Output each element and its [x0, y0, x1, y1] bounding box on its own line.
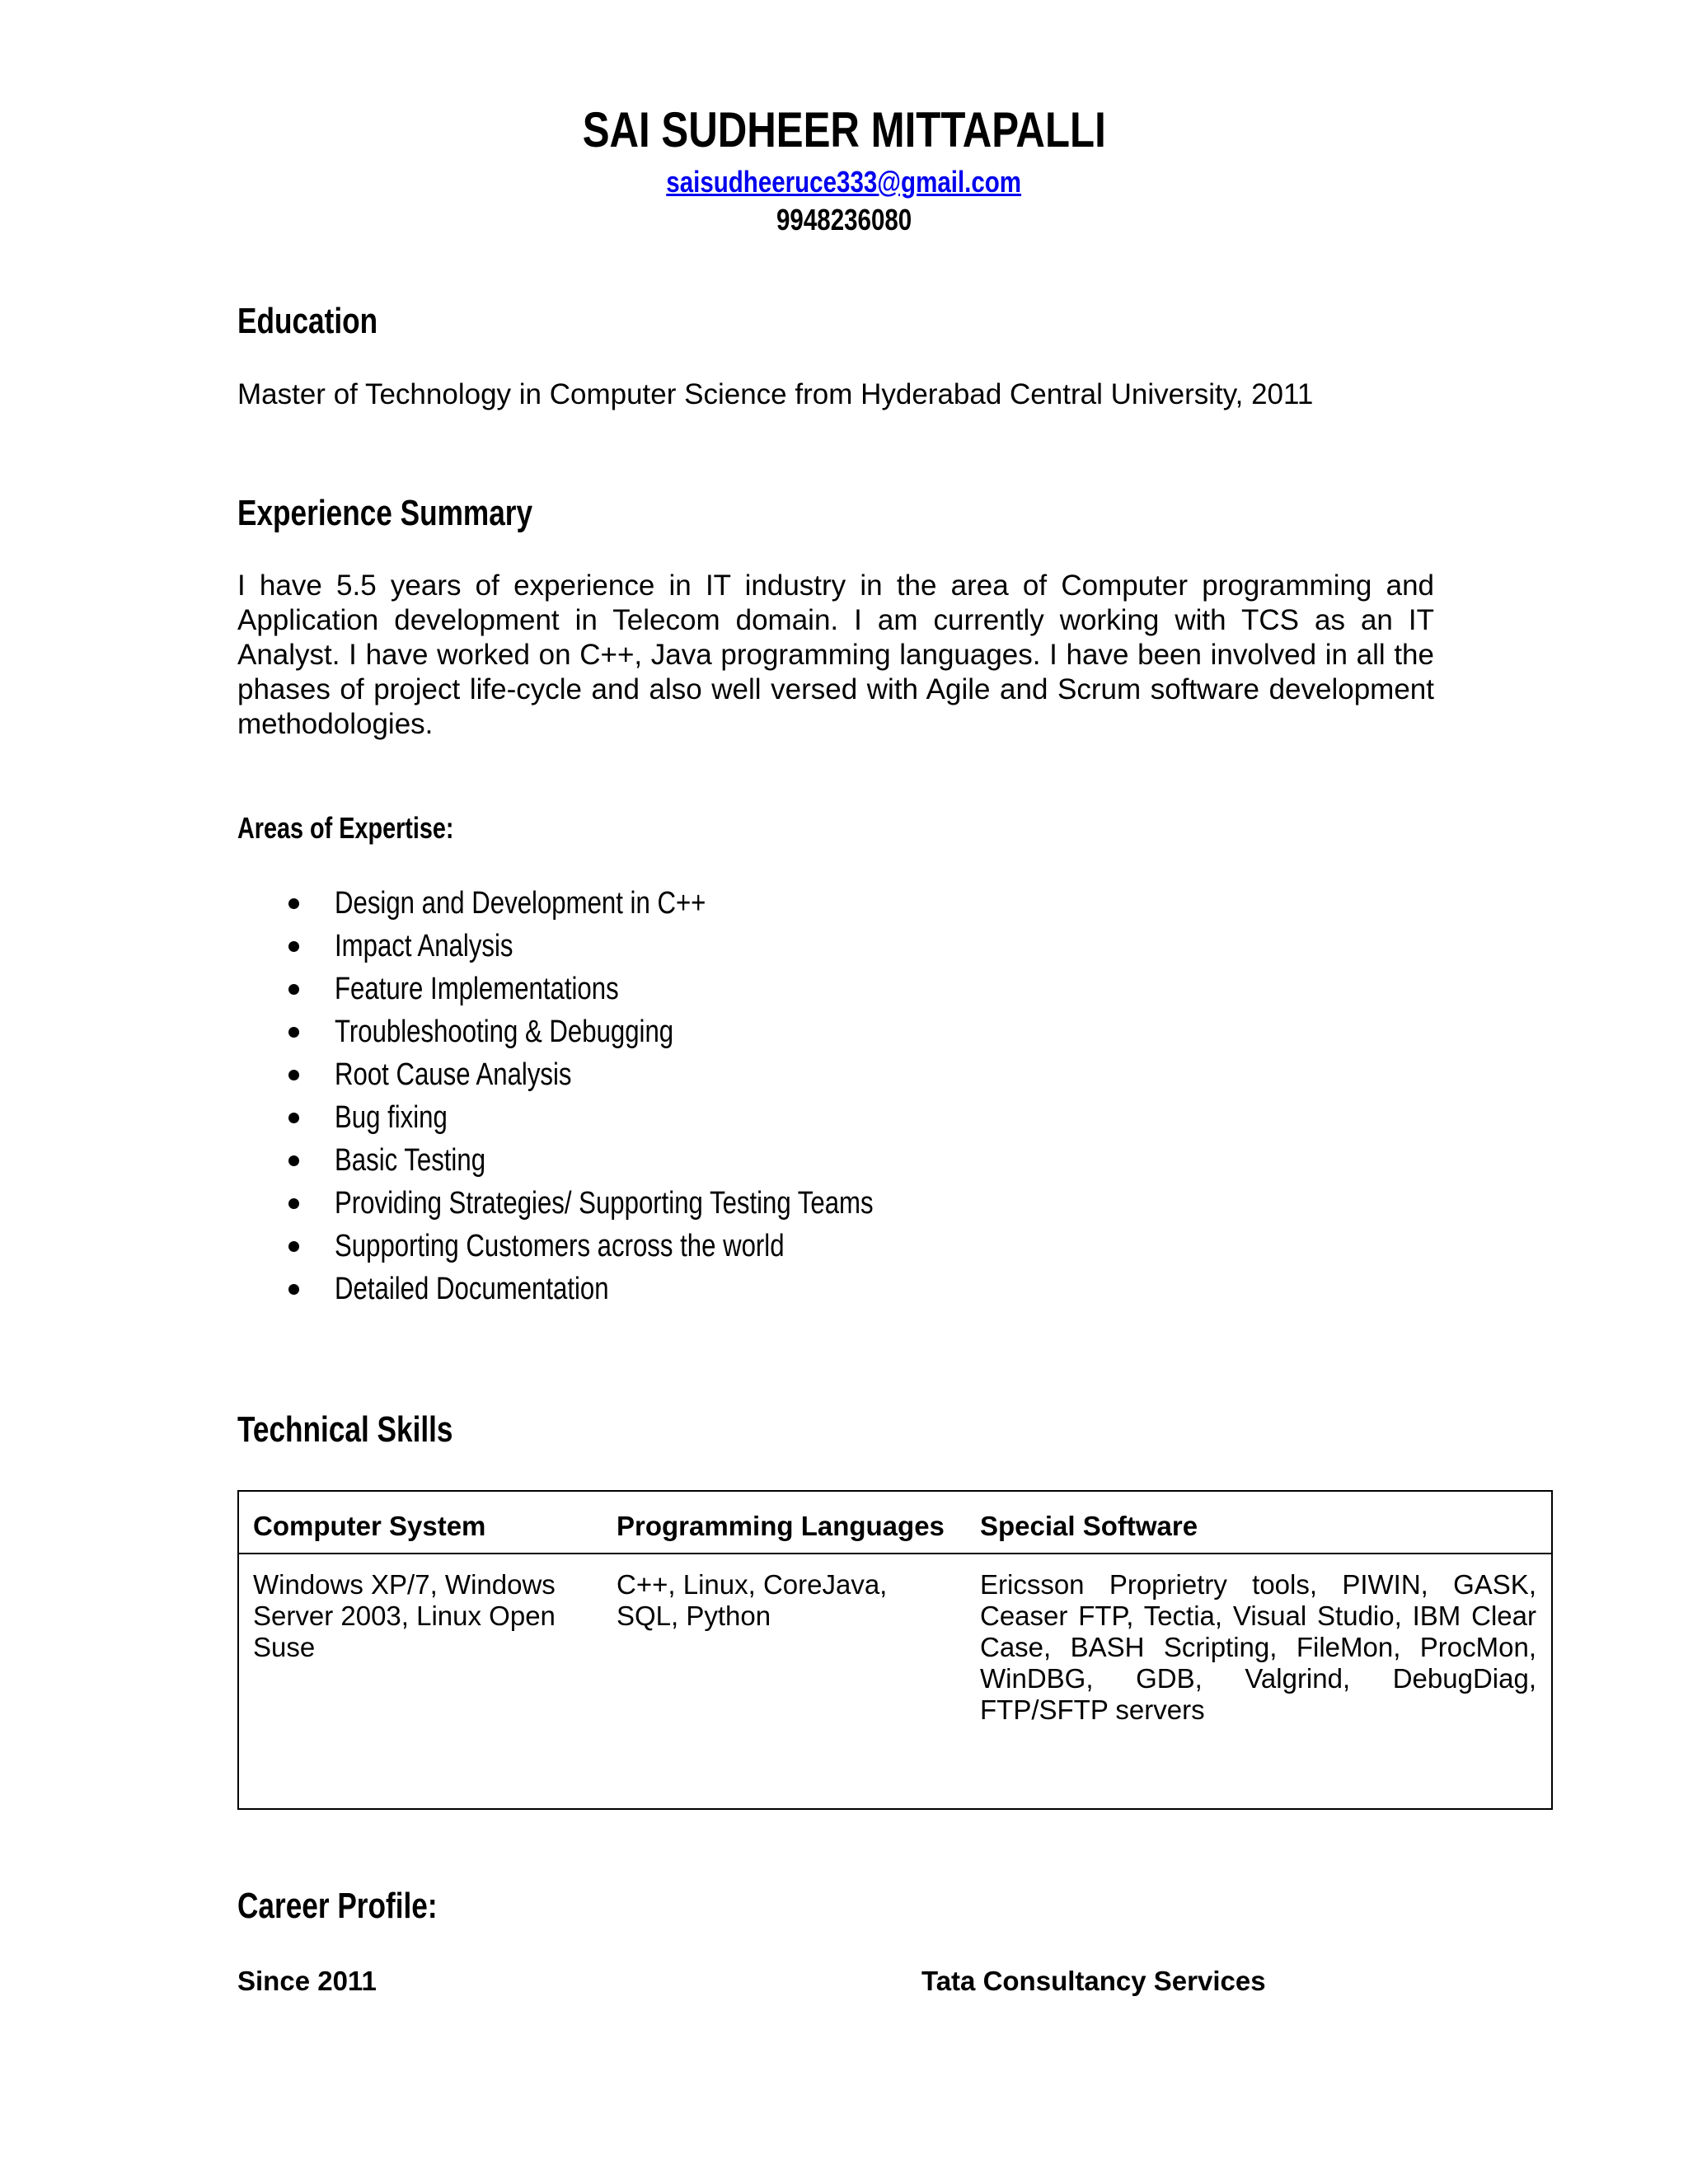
cell-programming-languages: C++, Linux, CoreJava, SQL, Python — [617, 1569, 888, 1631]
education-heading: Education — [237, 301, 378, 341]
email-link[interactable]: saisudheeruce333@gmail.com — [666, 165, 1022, 199]
technical-skills-table — [237, 1490, 1553, 1810]
bullet-icon — [288, 941, 299, 952]
bullet-icon — [288, 1070, 299, 1080]
table-header-row — [239, 1492, 1551, 1554]
candidate-name: SAI SUDHEER MITTAPALLI — [582, 102, 1106, 157]
bullet-icon — [288, 1241, 299, 1252]
column-header-computer-system: Computer System — [253, 1511, 486, 1541]
bullet-icon — [288, 1027, 299, 1038]
career-profile-heading: Career Profile: — [237, 1886, 438, 1926]
resume-header — [0, 97, 1688, 239]
bullet-icon — [288, 1198, 299, 1209]
technical-skills-heading: Technical Skills — [237, 1409, 453, 1450]
bullet-icon — [288, 898, 299, 909]
cell-computer-system: Windows XP/7, Windows Server 2003, Linux Open Suse — [253, 1569, 556, 1662]
bullet-icon — [288, 1113, 299, 1123]
career-since: Since 2011 — [237, 1966, 377, 1996]
expertise-heading: Areas of Expertise: — [237, 811, 454, 845]
bullet-icon — [288, 1284, 299, 1295]
cell-special-software: Ericsson Proprietry tools, PIWIN, GASK, Ceaser FTP, Tectia, Visual Studio, IBM Clear Case, BASH Scripting, FileMon, ProcMon, WinDBG, GDB, Valgrind, DebugDiag, FTP/SFTP servers — [980, 1569, 1536, 1725]
bullet-icon — [288, 1155, 299, 1166]
experience-summary-text: I have 5.5 years of experience in IT industry in the area of Computer programming and Application development in Telecom domain. I am currently working with TCS as an IT Analyst. I have worked on C++, Java programming languages. I have been involved in all the phases of project life-cycle and also well versed with Agile and Scrum software development methodologies. — [237, 569, 1434, 740]
experience-heading: Experience Summary — [237, 493, 533, 533]
bullet-icon — [288, 984, 299, 995]
education-text: Master of Technology in Computer Science from Hyderabad Central University, 2011 — [237, 378, 1314, 410]
career-company: Tata Consultancy Services — [921, 1966, 1266, 1996]
phone-number: 9948236080 — [776, 203, 912, 237]
column-header-programming-languages: Programming Languages — [617, 1511, 945, 1541]
column-header-special-software: Special Software — [980, 1511, 1198, 1541]
